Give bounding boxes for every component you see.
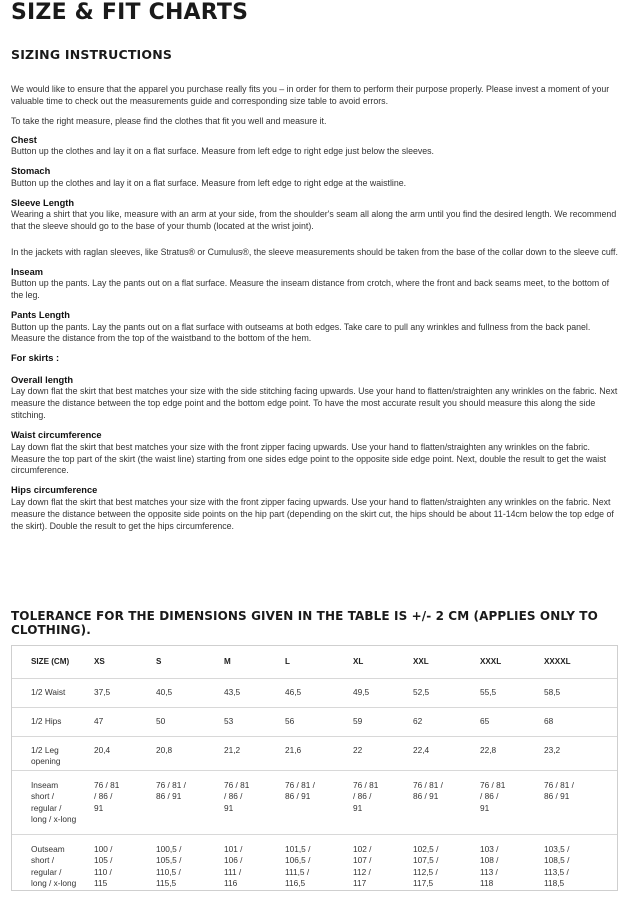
cell-line: 76 / 81 /	[156, 780, 186, 790]
cell-line: short /	[31, 791, 55, 802]
table-cell	[224, 835, 285, 899]
section-heading: Hips circumference	[11, 485, 98, 496]
section-heading: Inseam	[11, 266, 44, 277]
cell-line: long / x-long	[31, 814, 77, 825]
section-heading: For skirts :	[11, 353, 60, 364]
cell-line: 76 / 81	[353, 780, 379, 790]
column-header: L	[285, 657, 290, 666]
cell-line: 115,5	[156, 878, 177, 889]
table-cell	[94, 835, 156, 899]
cell-line: 22,4	[413, 745, 430, 755]
cell-line: short /	[31, 855, 55, 866]
page-title: SIZE & FIT CHARTS	[11, 0, 249, 25]
section-heading: Sleeve Length	[11, 197, 75, 208]
tolerance-heading: TOLERANCE FOR THE DIMENSIONS GIVEN IN THE TABLE IS +/- 2 CM (APPLIES ONLY TO CLOTHING).	[11, 609, 598, 637]
section-subtitle: SIZING INSTRUCTIONS	[11, 47, 173, 62]
cell-line: 112,5 /	[413, 866, 438, 877]
cell-line: 49,5	[353, 687, 370, 697]
cell-line: 37,5	[94, 687, 111, 697]
table-cell	[156, 679, 224, 708]
cell-line: 110,5 /	[156, 866, 181, 877]
table-cell	[224, 708, 285, 737]
table-cell	[413, 737, 480, 771]
row-label	[12, 679, 94, 708]
column-header: XXXL	[480, 657, 502, 666]
cell-line: 86 / 91	[413, 791, 439, 802]
cell-line: 118	[480, 878, 494, 889]
table-cell	[285, 835, 353, 899]
table-cell	[544, 679, 617, 708]
cell-line: 102,5 /	[413, 844, 439, 854]
table-cell	[285, 771, 353, 835]
cell-line: 53	[224, 716, 234, 726]
table-cell	[285, 737, 353, 771]
cell-line: 1/2 Leg	[31, 745, 59, 755]
cell-line: / 86 /	[480, 791, 499, 802]
cell-line: 1/2 Hips	[31, 716, 62, 726]
cell-line: 86 / 91	[156, 791, 182, 802]
cell-line: 47	[94, 716, 104, 726]
table-header-row	[12, 646, 617, 679]
cell-line: 101 /	[224, 844, 243, 854]
cell-line: 105,5 /	[156, 855, 182, 866]
row-label	[12, 771, 94, 835]
table-cell	[353, 835, 413, 899]
cell-line: 108,5 /	[544, 855, 570, 866]
section-overall-length	[11, 374, 619, 422]
column-header: M	[224, 657, 231, 666]
column-header: XXL	[413, 657, 429, 666]
cell-line: 62	[413, 716, 423, 726]
cell-line: opening	[31, 756, 61, 767]
table-row	[12, 835, 617, 899]
cell-line: 103,5 /	[544, 844, 570, 854]
cell-line: 113 /	[480, 866, 498, 877]
table-cell	[544, 771, 617, 835]
table-cell	[480, 835, 544, 899]
cell-line: 23,2	[544, 745, 561, 755]
table-cell	[480, 771, 544, 835]
cell-line: 76 / 81 /	[413, 780, 443, 790]
cell-line: 65	[480, 716, 490, 726]
cell-line: 20,4	[94, 745, 111, 755]
cell-line: 1/2 Waist	[31, 687, 66, 697]
cell-line: / 86 /	[94, 791, 113, 802]
section-chest	[11, 134, 619, 158]
size-table-container	[11, 645, 618, 891]
table-cell	[413, 708, 480, 737]
cell-line: 22	[353, 745, 363, 755]
cell-line: 106,5 /	[285, 855, 311, 866]
cell-line: 102 /	[353, 844, 372, 854]
table-cell	[353, 771, 413, 835]
intro-paragraph: To take the right measure, please find the clothes that fit you well and measure it.	[11, 115, 327, 126]
column-header: XL	[353, 657, 364, 666]
table-cell	[224, 737, 285, 771]
section-heading: Stomach	[11, 166, 51, 177]
cell-line: long / x-long	[31, 878, 77, 889]
column-header: XXXXL	[544, 657, 571, 666]
table-cell	[156, 835, 224, 899]
cell-line: 86 / 91	[544, 791, 570, 802]
cell-line: 55,5	[480, 687, 497, 697]
section-text: Button up the pants. Lay the pants out on a flat surface with outseams at both edges. Take care to pull any wrinkles and fullness from the back panel. Measure the distance from the top of the waistband to the bottom of the hem.	[11, 321, 591, 344]
cell-line: 116	[224, 878, 238, 889]
cell-line: 118,5	[544, 878, 565, 889]
cell-line: 46,5	[285, 687, 302, 697]
section-heading: Overall length	[11, 374, 73, 385]
section-text: Wearing a shirt that you like, measure with an arm at your side, from the shoulder's seam all along the arm until you find the desired length. We recommend that the sleeve should go to the base of your thumb (located at the wrist joint).	[11, 209, 617, 231]
cell-line: / 86 /	[353, 791, 372, 802]
table-row	[12, 679, 617, 708]
cell-line: 52,5	[413, 687, 430, 697]
table-cell	[353, 737, 413, 771]
table-cell	[353, 708, 413, 737]
cell-line: 116,5	[285, 878, 306, 889]
table-cell	[156, 737, 224, 771]
table-cell	[94, 737, 156, 771]
cell-line: regular /	[31, 866, 62, 877]
row-label	[12, 835, 94, 899]
table-cell	[285, 679, 353, 708]
cell-line: 76 / 81	[94, 780, 120, 790]
section-pants-length	[11, 309, 619, 345]
cell-line: 58,5	[544, 687, 561, 697]
section-text: Lay down flat the skirt that best matches your size with the side stitching facing upwards. Use your hand to flatten/straighten any wrinkles on the fabric. Next measure the distance between the top edge point and the bottom edge point. To have the most accurate result you should measure this along the side stitching.	[11, 386, 618, 421]
cell-line: 91	[353, 802, 363, 813]
cell-line: 50	[156, 716, 166, 726]
section-hips-circumference	[11, 484, 619, 532]
cell-line: 115	[94, 878, 108, 889]
cell-line: 113,5 /	[544, 866, 569, 877]
section-text: Lay down flat the skirt that best matches your size with the front zipper facing upwards. Use your hand to flatten/straighten any wrinkles on the fabric. Measure the top part of the skirt (the waist line) starting from one sides edge point to the opposite side edge point. Next, double the result to get the waist circumference.	[11, 441, 607, 476]
cell-line: 111,5 /	[285, 866, 310, 877]
table-cell	[94, 771, 156, 835]
row-label	[12, 708, 94, 737]
section-text: Button up the pants. Lay the pants out on a flat surface. Measure the inseam distance from crotch, where the front and back seams meet, to the bottom of the leg.	[11, 278, 610, 301]
cell-line: regular /	[31, 802, 62, 813]
table-cell	[94, 708, 156, 737]
cell-line: 105 /	[94, 855, 113, 866]
table-cell	[413, 835, 480, 899]
cell-line: 107,5 /	[413, 855, 439, 866]
cell-line: 110 /	[94, 866, 112, 877]
cell-line: 117,5	[413, 878, 434, 889]
cell-line: 91	[94, 802, 104, 813]
table-cell	[544, 708, 617, 737]
section-text: Button up the clothes and lay it on a flat surface. Measure from left edge to right edge at the waistline.	[11, 177, 407, 188]
table-row	[12, 708, 617, 737]
cell-line: 117	[353, 878, 367, 889]
instructions	[11, 84, 619, 540]
cell-line: 100 /	[94, 844, 113, 854]
cell-line: Outseam	[31, 844, 65, 854]
cell-line: 76 / 81 /	[285, 780, 315, 790]
table-cell	[353, 679, 413, 708]
intro-paragraph: We would like to ensure that the apparel you purchase really fits you – in order for them to perform their purpose properly. Please invest a moment of your valuable time to check out the measurements guide and corresponding size table to avoid errors.	[11, 84, 610, 106]
cell-line: 108 /	[480, 855, 499, 866]
section-sleeve-length	[11, 197, 619, 259]
table-cell	[480, 679, 544, 708]
section-inseam	[11, 266, 619, 302]
cell-line: 21,6	[285, 745, 302, 755]
table-cell	[224, 771, 285, 835]
table-cell	[94, 679, 156, 708]
table-cell	[544, 737, 617, 771]
table-cell	[480, 737, 544, 771]
cell-line: / 86 /	[224, 791, 243, 802]
cell-line: 91	[224, 802, 234, 813]
column-header: SIZE (CM)	[31, 657, 70, 666]
cell-line: 107 /	[353, 855, 372, 866]
column-header: S	[156, 657, 162, 666]
cell-line: 106 /	[224, 855, 243, 866]
table-row	[12, 771, 617, 835]
section-text: Lay down flat the skirt that best matches your size with the front zipper facing upwards. Use your hand to flatten/straighten any wrinkles on the fabric. Next measure the distance between the opposite side points on the hip part (depending on the skirt cut, the hips should be about 11-14cm below the top edge of the skirt). Double the result to get the hips circumference.	[11, 496, 614, 531]
section-heading: Pants Length	[11, 310, 70, 321]
cell-line: 56	[285, 716, 295, 726]
cell-line: 101,5 /	[285, 844, 311, 854]
table-cell	[413, 771, 480, 835]
section-heading: Chest	[11, 134, 37, 145]
cell-line: 103 /	[480, 844, 499, 854]
cell-line: Inseam	[31, 780, 59, 790]
cell-line: 111 /	[224, 866, 242, 877]
section-stomach	[11, 165, 619, 189]
cell-line: 20,8	[156, 745, 173, 755]
row-label	[12, 737, 94, 771]
cell-line: 76 / 81 /	[544, 780, 574, 790]
cell-line: 59	[353, 716, 363, 726]
cell-line: 22,8	[480, 745, 497, 755]
table-cell	[224, 679, 285, 708]
section-for-skirts	[11, 352, 619, 365]
cell-line: 76 / 81	[480, 780, 506, 790]
table-cell	[156, 708, 224, 737]
table-row	[12, 737, 617, 771]
section-heading: Waist circumference	[11, 430, 102, 441]
table-cell	[285, 708, 353, 737]
cell-line: 40,5	[156, 687, 173, 697]
cell-line: 100,5 /	[156, 844, 182, 854]
column-header: XS	[94, 657, 105, 666]
section-text: Button up the clothes and lay it on a flat surface. Measure from left edge to right edge just below the sleeves.	[11, 146, 434, 157]
section-waist-circumference	[11, 429, 619, 477]
table-cell	[544, 835, 617, 899]
size-table	[12, 646, 617, 898]
section-extra-text: In the jackets with raglan sleeves, like Stratus® or Cumulus®, the sleeve measurements should be taken from the base of the collar down to the sleeve cuff.	[11, 246, 618, 257]
cell-line: 86 / 91	[285, 791, 311, 802]
cell-line: 68	[544, 716, 554, 726]
table-cell	[480, 708, 544, 737]
cell-line: 43,5	[224, 687, 241, 697]
cell-line: 21,2	[224, 745, 241, 755]
cell-line: 91	[480, 802, 490, 813]
cell-line: 112 /	[353, 866, 371, 877]
table-cell	[413, 679, 480, 708]
cell-line: 76 / 81	[224, 780, 250, 790]
table-cell	[156, 771, 224, 835]
